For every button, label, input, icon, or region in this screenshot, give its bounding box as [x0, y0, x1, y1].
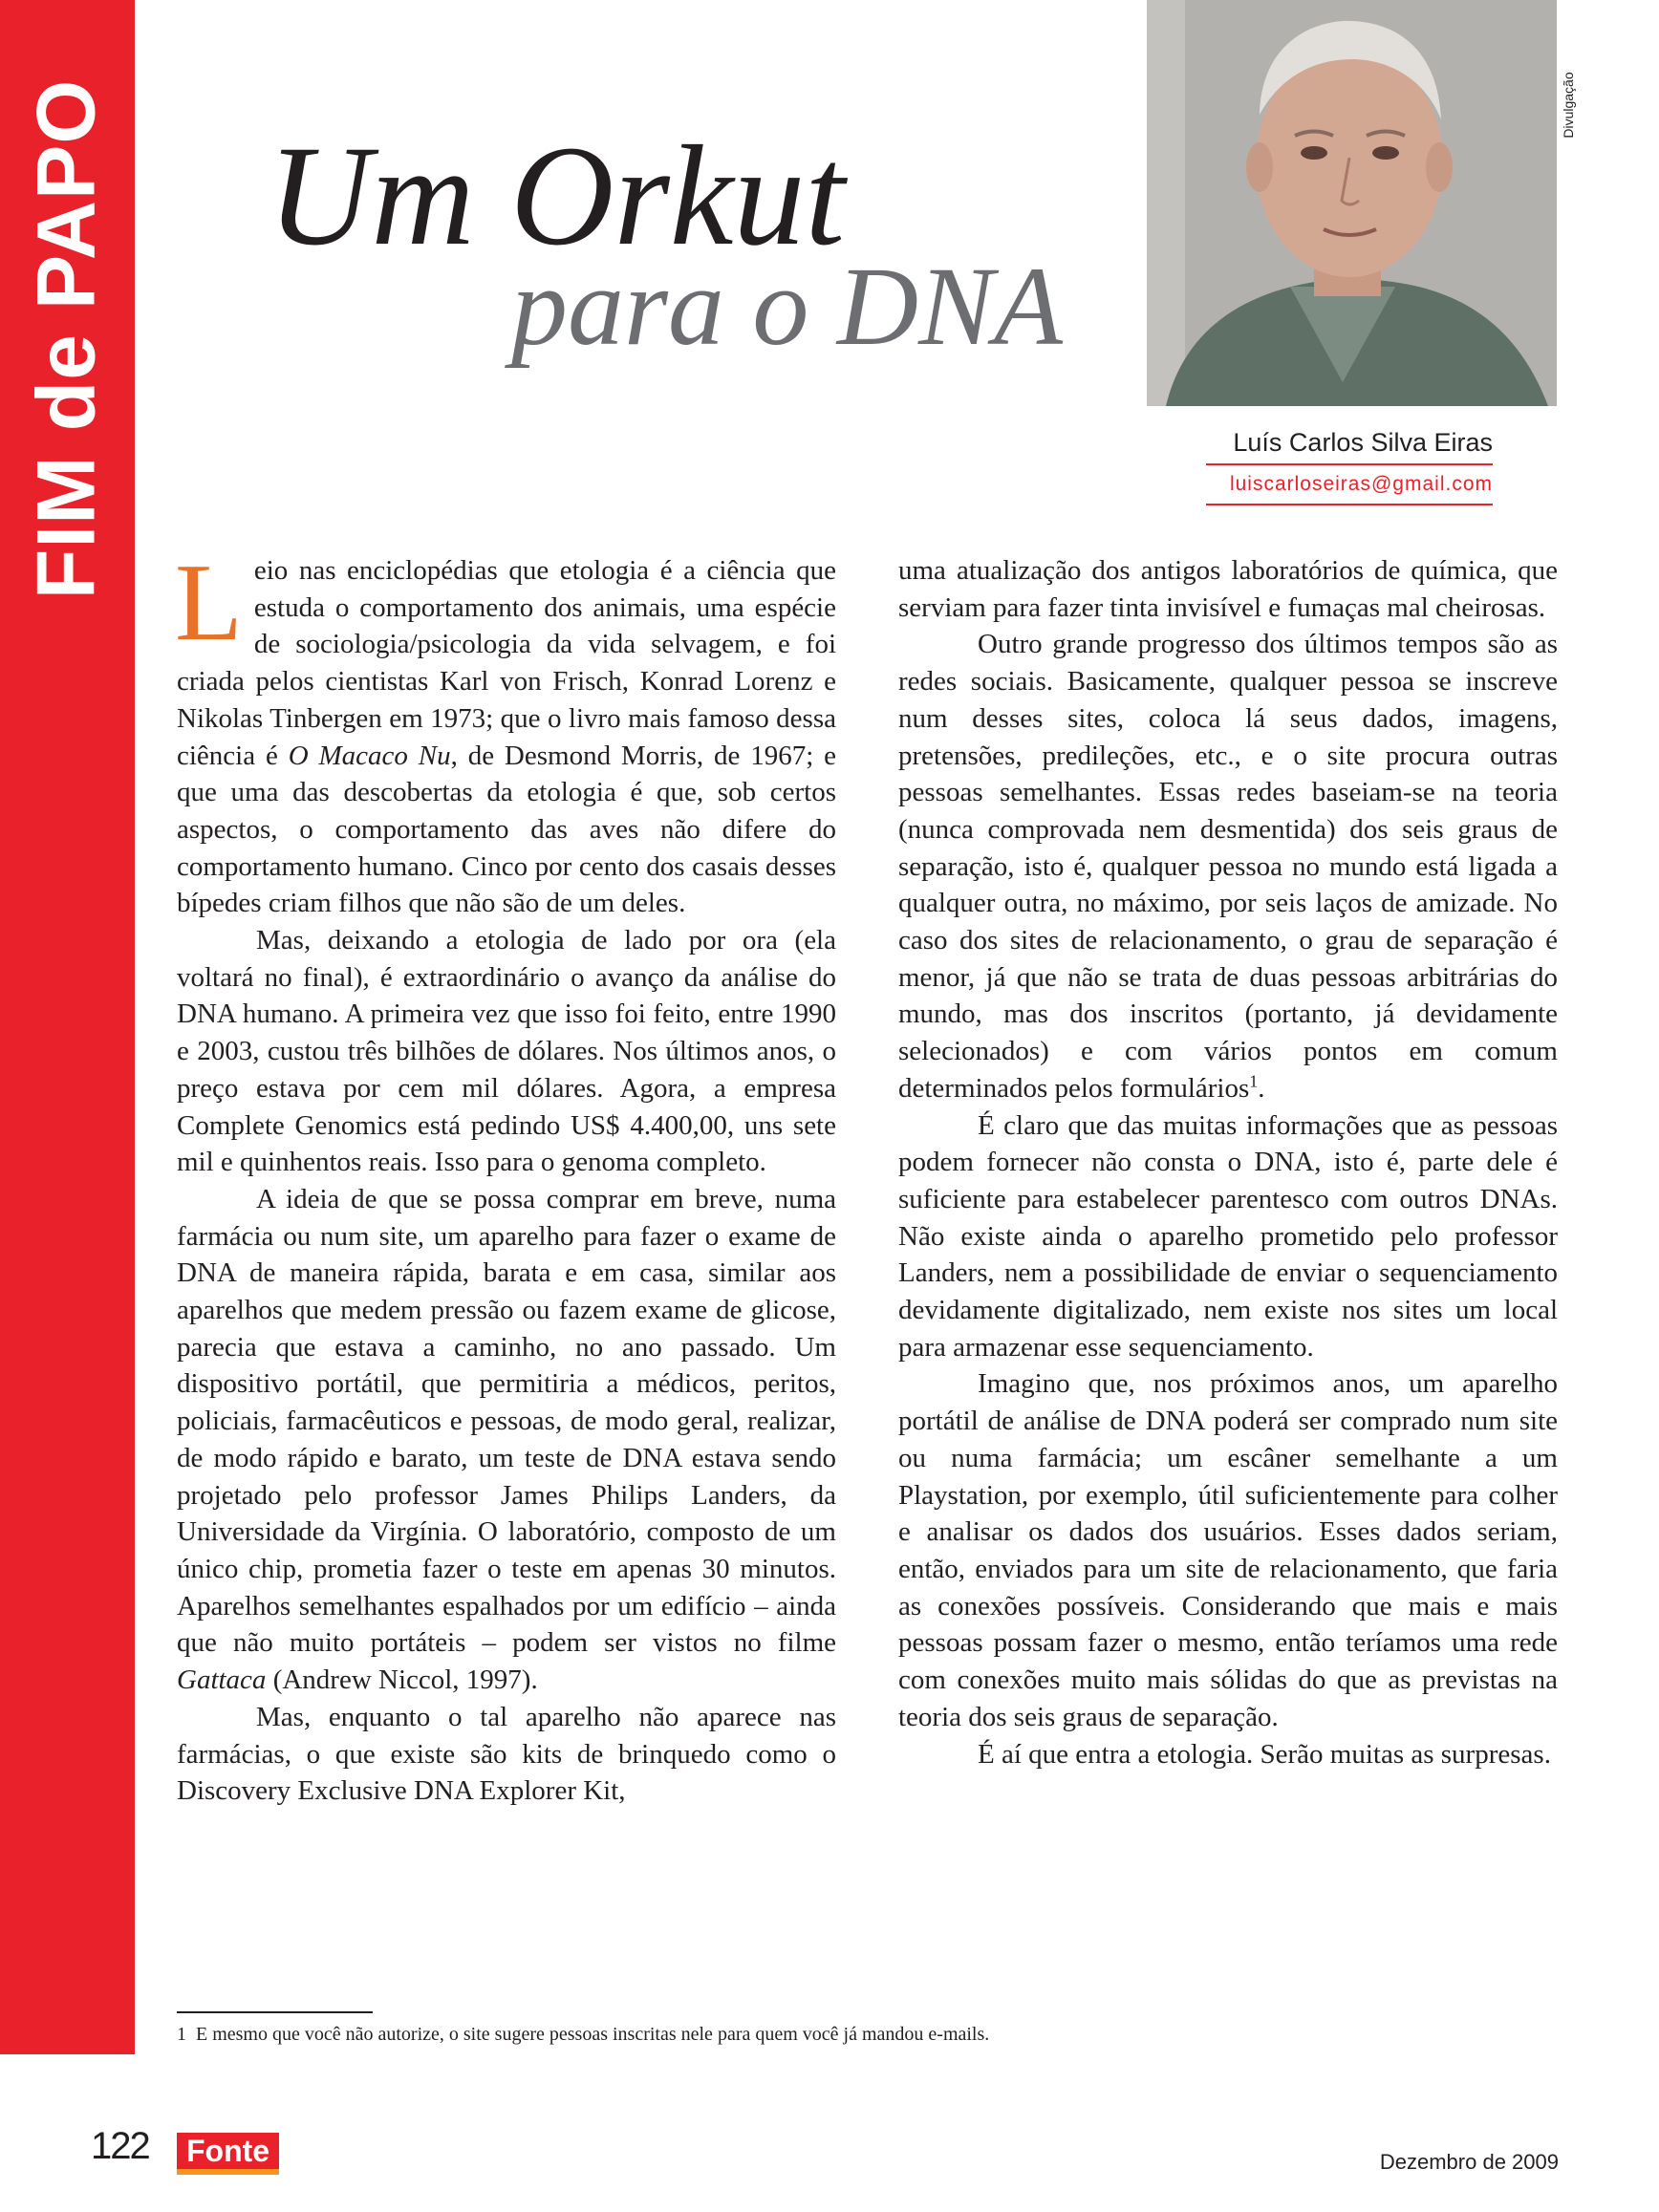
article-column-right — [898, 552, 1558, 1772]
text-run: , de Desmond Morris, de 1967; e que uma das descobertas da etologia é que, sob certos aspectos, o comportamento das aves não difere do comportamento humano. Cinco por cento dos casais desses bípedes criam filhos que não são de um deles. — [177, 740, 836, 919]
text-run: É claro que das muitas informações que as pessoas podem fornecer não consta o DNA, isto é, parte dele é suficiente para estabelecer parentesco com outros DNAs. Não existe ainda o aparelho prometido pelo professor Landers, nem a possibilidade de enviar o sequenciamento devidamente digitalizado, nem existe nos sites um local para armazenar esse sequenciamento. — [898, 1109, 1558, 1363]
text-run: Mas, enquanto o tal aparelho não aparece nas farmácias, o que existe são kits de brinquedo como o Discovery Exclusive DNA Explorer Kit, — [177, 1701, 836, 1807]
section-sidebar — [0, 0, 135, 2054]
paragraph — [177, 1181, 836, 1699]
paragraph — [898, 626, 1558, 1106]
author-byline — [1206, 428, 1493, 505]
text-run: . — [1258, 1072, 1265, 1104]
paragraph — [177, 1699, 836, 1810]
issue-date: Dezembro de 2009 — [1379, 2150, 1559, 2174]
footnote-divider — [177, 2011, 373, 2013]
article-column-left — [175, 542, 836, 1810]
footnote-number: 1 — [177, 2024, 186, 2045]
footnote-text: E mesmo que você não autorize, o site sugere pessoas inscritas nele para quem você já mandou e-mails. — [196, 2024, 990, 2045]
text-run: Mas, deixando a etologia de lado por ora (ela voltará no final), é extraordinário o avanço da análise do DNA humano. A primeira vez que isso foi feito, entre 1990 e 2003, custou três bilhões de dólares. Nos últimos anos, o preço estava por cem mil dólares. Agora, a empresa Complete Genomics está pedindo US$ 4.400,00, uns sete mil e quinhentos reais. Isso para o genoma completo. — [177, 925, 836, 1178]
text-run: Outro grande progresso dos últimos tempos são as redes sociais. Basicamente, qualquer pessoa se inscreve num desses sites, coloca lá seus dados, imagens, pretensões, predileções, etc., e o site procura outras pessoas semelhantes. Essas redes baseiam-se na teoria (nunca comprovada nem desmentida) dos seis graus de separação, isto é, qualquer pessoa no mundo está ligada a qualquer outra, no máximo, por seis laços de amizade. No caso dos sites de relacionamento, o grau de separação é menor, já que não se trata de duas pessoas arbitrárias do mundo, mas dos inscritos (portanto, já devidamente selecionados) e com vários pontos em comum determinados pelos formulários — [898, 629, 1558, 1104]
author-portrait-illustration — [1147, 0, 1557, 406]
author-photo — [1147, 0, 1557, 406]
author-name: Luís Carlos Silva Eiras — [1206, 428, 1493, 465]
footnote-ref: 1 — [1249, 1071, 1259, 1091]
text-run: eio nas enciclopédias que etologia é a ciência que estuda o comportamento dos animais, uma espécie de sociologia/psicologia da vida selvagem, e foi criada pelos cientistas Karl von Frisch, Konrad Lorenz e Nikolas Tinbergen em 1973; que o livro mais famoso dessa ciência é — [177, 555, 836, 771]
article-title-line2: para o DNA — [511, 244, 1063, 369]
footnote — [177, 2024, 989, 2046]
text-run: (Andrew Niccol, 1997). — [266, 1664, 538, 1696]
article-title-line1: Um Orkut — [268, 117, 846, 275]
text-run: É aí que entra a etologia. Serão muitas as surpresas. — [978, 1738, 1551, 1770]
text-run: Imagino que, nos próximos anos, um aparelho portátil de análise de DNA poderá ser comprado num site ou numa farmácia; um escâner semelhante a um Playstation, por exemplo, útil suficientemente para colher e analisar os dados dos usuários. Esses dados seriam, então, enviados para um site de relacionamento, que faria as conexões possíveis. Considerando que mais e mais pessoas possam fazer o mesmo, então teríamos uma rede com conexões muito mais sólidas do que as previstas na teoria dos seis graus de separação. — [898, 1368, 1558, 1732]
paragraph — [898, 1736, 1558, 1773]
text-run: A ideia de que se possa comprar em breve, numa farmácia ou num site, um aparelho para fazer o exame de DNA de maneira rápida, barata e em casa, similar aos aparelhos que medem pressão ou fazem exame de glicose, parecia que estava a caminho, no ano passado. Um dispositivo portátil, que permitiria a médicos, peritos, policiais, farmacêuticos e pessoas, de modo geral, realizar, de modo rápido e barato, um teste de DNA estava sendo projetado pelo professor James Philips Landers, da Universidade da Virgínia. O laboratório, composto de um único chip, prometia fazer o teste em apenas 30 minutos. Aparelhos semelhantes espalhados por um edifício – ainda que não muito portáteis – podem ser vistos no filme — [177, 1183, 836, 1659]
page-number: 122 — [91, 2125, 149, 2167]
photo-credit: Divulgação — [1561, 72, 1576, 139]
paragraph — [898, 1107, 1558, 1366]
paragraph — [898, 552, 1558, 626]
paragraph — [175, 542, 836, 922]
paragraph — [898, 1365, 1558, 1735]
italic-title: O Macaco Nu — [288, 740, 451, 771]
paragraph — [177, 922, 836, 1181]
text-run: uma atualização dos antigos laboratórios de química, que serviam para fazer tinta invisível e fumaças mal cheirosas. — [898, 555, 1558, 623]
magazine-logo: Fonte — [177, 2133, 279, 2175]
drop-cap: L — [175, 542, 243, 664]
italic-title: Gattaca — [177, 1664, 267, 1696]
section-label: FIM de PAPO — [20, 78, 113, 600]
author-email-link[interactable]: luiscarloseiras@gmail.com — [1206, 465, 1493, 505]
